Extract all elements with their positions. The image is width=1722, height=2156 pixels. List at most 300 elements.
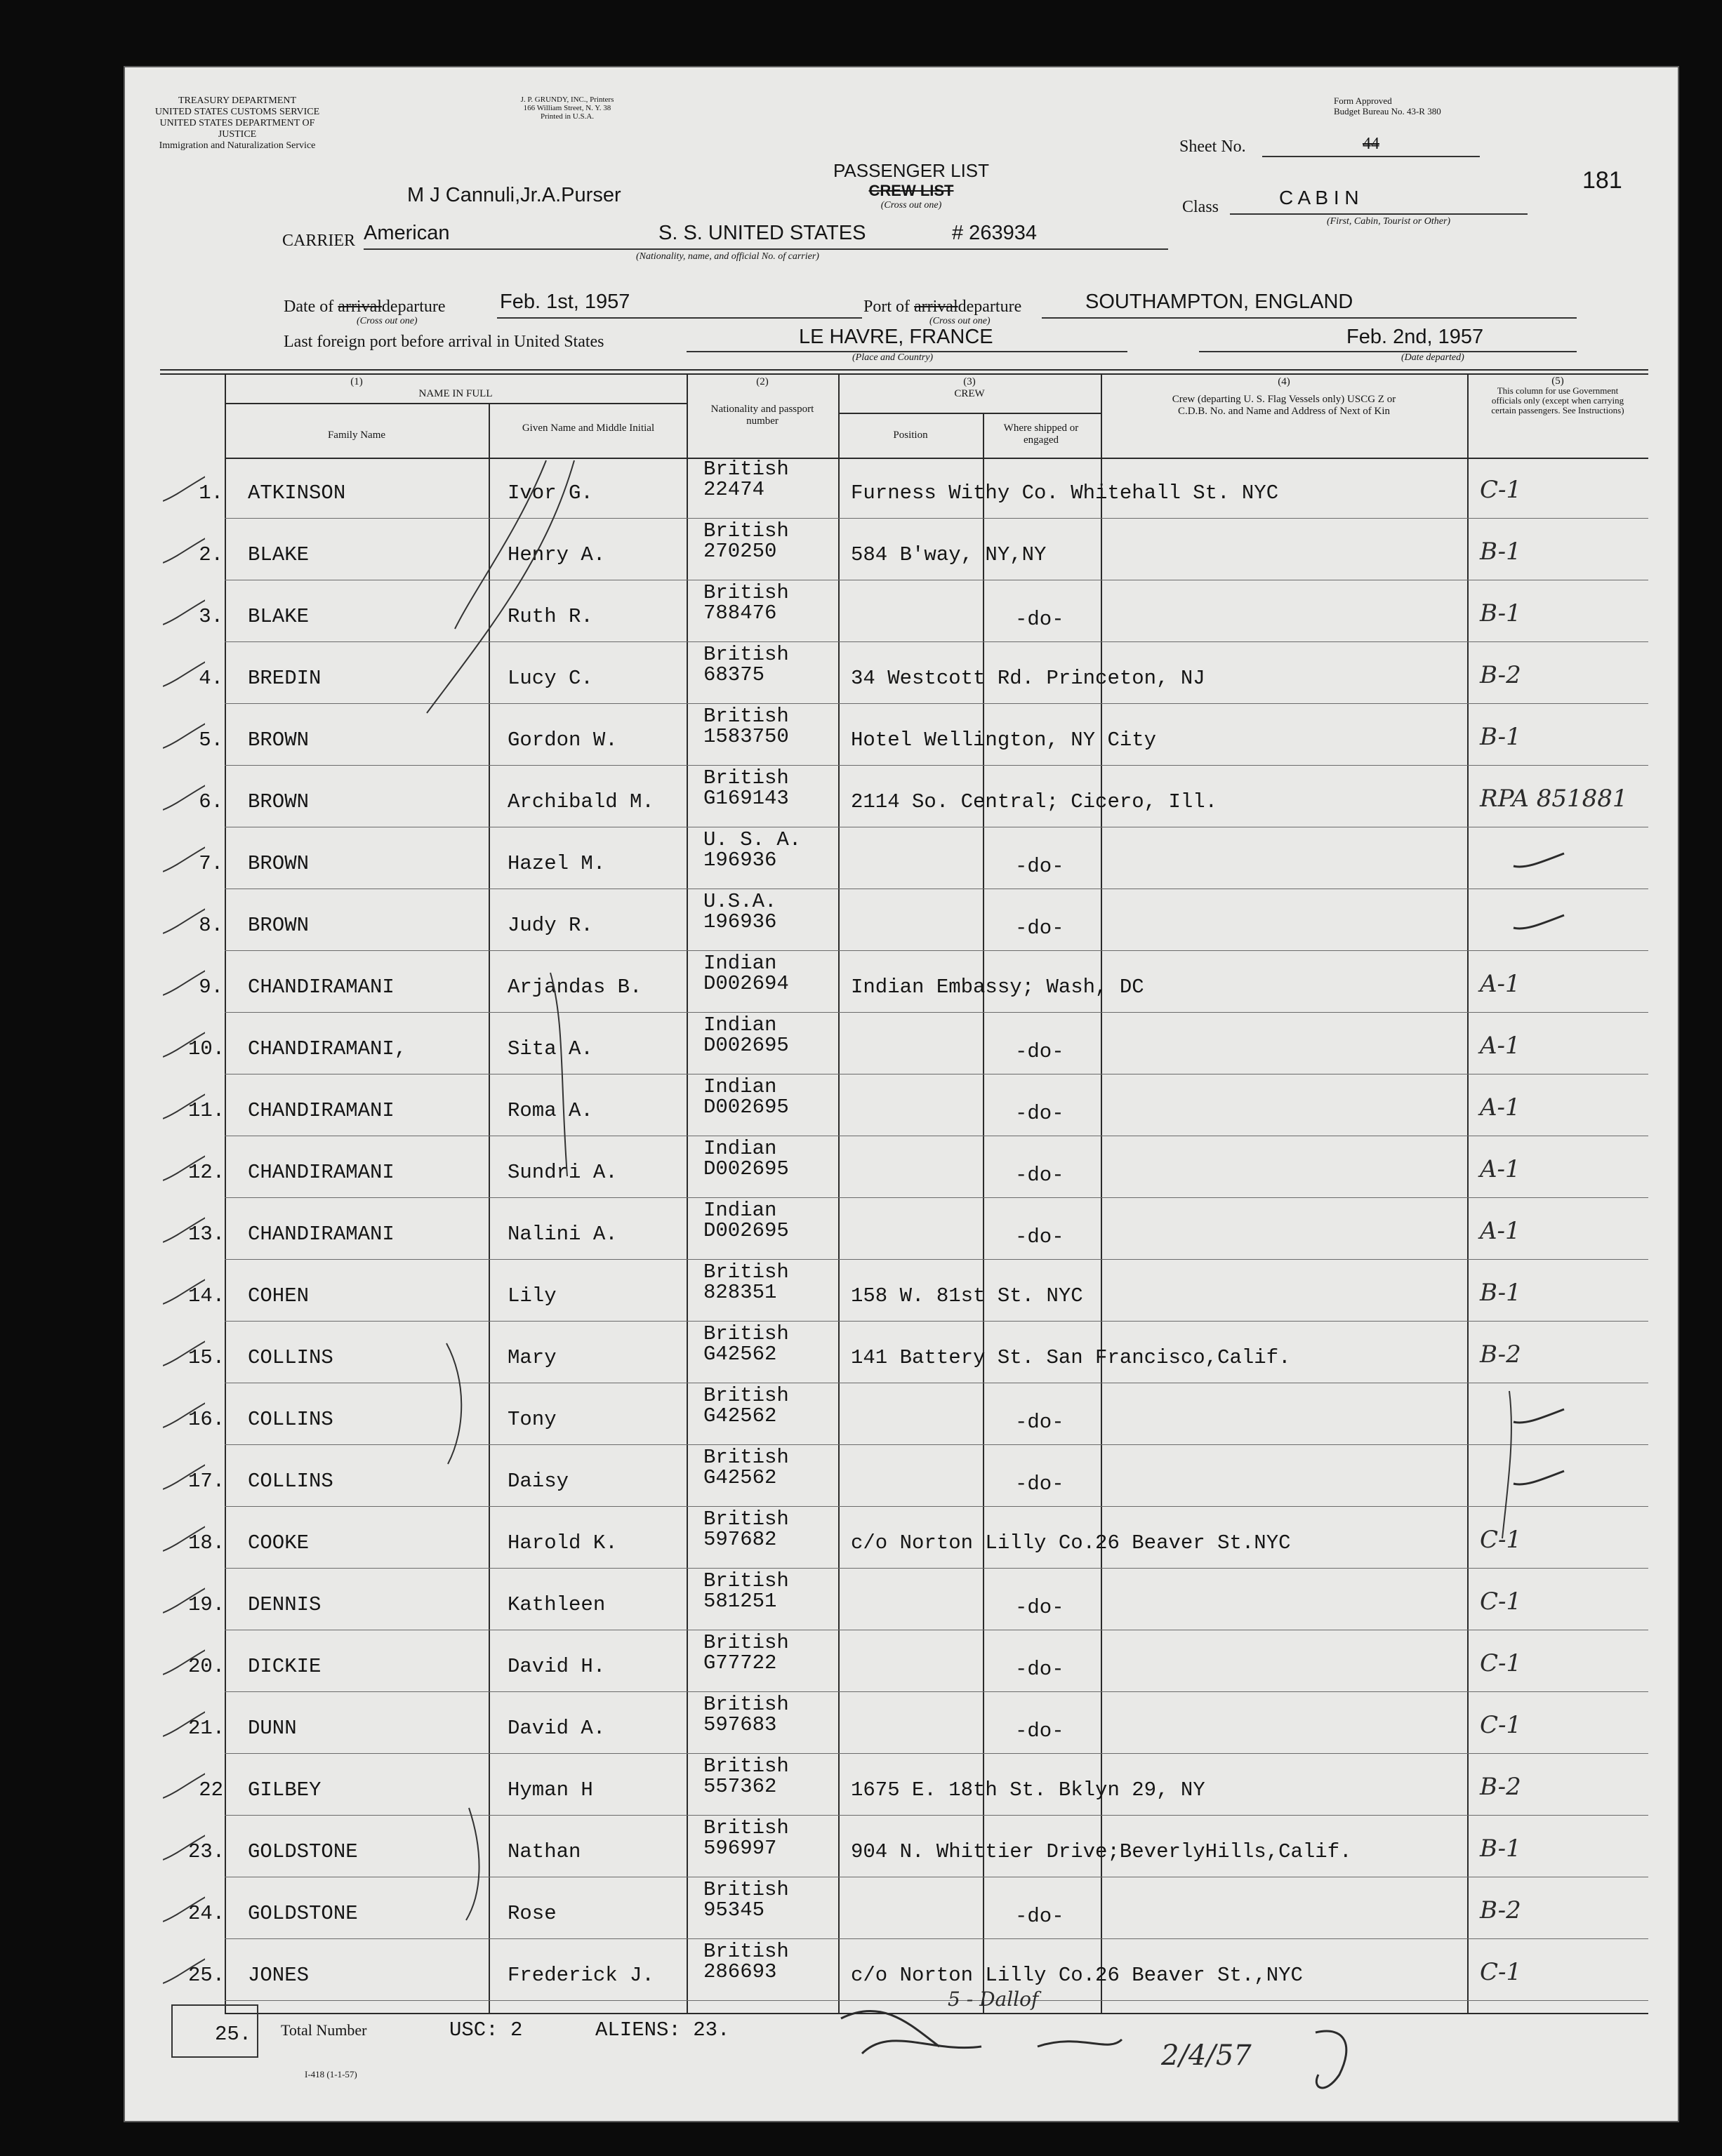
port-label-a: Port of bbox=[863, 298, 910, 316]
table-bottom-rule bbox=[225, 2013, 1648, 2014]
row-number: 13. bbox=[188, 1223, 225, 1246]
nationality: British bbox=[703, 1569, 789, 1592]
family-name: CHANDIRAMANI bbox=[248, 1161, 395, 1184]
passport-number: D002695 bbox=[703, 1157, 789, 1180]
nationality-passport bbox=[703, 1818, 789, 1858]
table-row bbox=[125, 828, 1678, 890]
table-row bbox=[125, 581, 1678, 643]
nationality: Indian bbox=[703, 952, 777, 975]
date-label-b: departure bbox=[381, 298, 446, 316]
nationality-passport bbox=[703, 644, 789, 685]
kin-address: 158 W. 81st St. NYC bbox=[851, 1284, 1083, 1307]
col3-title: CREW bbox=[954, 388, 985, 399]
row-rule bbox=[225, 641, 1648, 642]
table-row bbox=[125, 890, 1678, 952]
family-name: COLLINS bbox=[248, 1470, 333, 1493]
table-row bbox=[125, 1755, 1678, 1816]
address-ditto: -do- bbox=[1015, 1472, 1064, 1496]
given-name: Lily bbox=[508, 1284, 557, 1307]
tally-mark-icon bbox=[163, 1891, 205, 1926]
carrier-number: # 263934 bbox=[952, 222, 1037, 244]
address-ditto: -do- bbox=[1015, 1596, 1064, 1619]
col4-title: Crew (departing U. S. Flag Vessels only) USCG Z or C.D.B. No. and Name and Address of Next of Kin bbox=[1172, 394, 1396, 417]
official-code: B-2 bbox=[1480, 1896, 1521, 1924]
printer-line: Printed in U.S.A. bbox=[540, 112, 595, 121]
carrier-note: (Nationality, name, and official No. of carrier) bbox=[636, 251, 819, 262]
tally-mark-icon bbox=[163, 1520, 205, 1555]
passport-number: 270250 bbox=[703, 540, 777, 563]
date-label-struck: arrival bbox=[338, 298, 382, 316]
crew-list-struck: CREW LIST bbox=[868, 182, 954, 199]
nationality-passport bbox=[703, 1632, 789, 1673]
col3-head bbox=[838, 376, 1101, 400]
sheet-value: 44 bbox=[1363, 135, 1379, 153]
col1-family-head: Family Name bbox=[327, 430, 386, 441]
family-name: CHANDIRAMANI bbox=[248, 976, 395, 999]
row-rule bbox=[225, 1012, 1648, 1013]
row-number: 14. bbox=[188, 1284, 225, 1307]
page-number: 181 bbox=[1582, 167, 1622, 194]
kin-address: 2114 So. Central; Cicero, Ill. bbox=[851, 790, 1218, 813]
kin-address: 584 B'way, NY,NY bbox=[851, 543, 1047, 566]
nationality: British bbox=[703, 1878, 789, 1901]
passenger-list-sheet bbox=[125, 67, 1678, 2121]
official-code: A-1 bbox=[1480, 1155, 1521, 1183]
nationality: British bbox=[703, 581, 789, 604]
official-code: C-1 bbox=[1480, 1711, 1522, 1739]
nationality-passport bbox=[703, 1015, 789, 1056]
tally-mark-icon bbox=[163, 1644, 205, 1679]
kin-address: 34 Westcott Rd. Princeton, NJ bbox=[851, 667, 1205, 690]
row-rule bbox=[225, 1259, 1648, 1260]
given-name: Arjandas B. bbox=[508, 976, 642, 999]
row-number: 12. bbox=[188, 1161, 225, 1184]
name-subhead-rule bbox=[225, 403, 687, 404]
kin-address: c/o Norton Lilly Co.26 Beaver St.,NYC bbox=[851, 1964, 1303, 1987]
date-field bbox=[497, 291, 862, 319]
port-label-b: departure bbox=[958, 298, 1022, 316]
table-row bbox=[125, 1446, 1678, 1508]
col2-num: (2) bbox=[756, 376, 769, 387]
handwritten-note: 5 - Dallof bbox=[948, 1988, 1039, 2011]
passport-number: G169143 bbox=[703, 787, 789, 810]
table-row bbox=[125, 1260, 1678, 1322]
col4-head bbox=[1101, 376, 1467, 418]
printer-line: 166 William Street, N. Y. 38 bbox=[523, 104, 611, 112]
row-number: 19. bbox=[188, 1593, 225, 1616]
table-row bbox=[125, 1322, 1678, 1384]
cross-out-note: (Cross out one) bbox=[880, 200, 942, 211]
nationality: British bbox=[703, 1260, 789, 1284]
family-name: COHEN bbox=[248, 1284, 310, 1307]
nationality: British bbox=[703, 1446, 789, 1469]
address-ditto: -do- bbox=[1015, 1164, 1064, 1187]
tally-mark-icon bbox=[163, 656, 205, 691]
family-name: JONES bbox=[248, 1964, 310, 1987]
official-code: B-2 bbox=[1480, 1340, 1521, 1369]
nationality: British bbox=[703, 458, 789, 481]
last-port-note: (Place and Country) bbox=[852, 352, 934, 363]
date-cross-note: (Cross out one) bbox=[357, 316, 418, 326]
purser-name: M J Cannuli,Jr.A.Purser bbox=[407, 184, 621, 206]
signature-scrawl bbox=[841, 2011, 1122, 2054]
check-mark-icon bbox=[1511, 1404, 1567, 1432]
passport-number: 597682 bbox=[703, 1528, 777, 1551]
carrier-field bbox=[364, 220, 1168, 250]
date-departed-note: (Date departed) bbox=[1401, 352, 1464, 363]
row-number: 15. bbox=[188, 1346, 225, 1369]
nationality-passport bbox=[703, 768, 789, 808]
table-row bbox=[125, 1569, 1678, 1631]
given-name: David A. bbox=[508, 1717, 606, 1740]
table-row bbox=[125, 519, 1678, 581]
nationality-passport bbox=[703, 1941, 789, 1982]
nationality: British bbox=[703, 1940, 789, 1963]
row-number: 18. bbox=[188, 1531, 225, 1555]
date-departed-value: Feb. 2nd, 1957 bbox=[1346, 326, 1484, 348]
row-number: 10. bbox=[188, 1037, 225, 1060]
family-name: BREDIN bbox=[248, 667, 322, 690]
nationality: U.S.A. bbox=[703, 890, 777, 913]
nationality: Indian bbox=[703, 1199, 777, 1222]
passport-number: 597683 bbox=[703, 1713, 777, 1736]
official-code: B-1 bbox=[1480, 1279, 1521, 1307]
kin-address: 141 Battery St. San Francisco,Calif. bbox=[851, 1346, 1291, 1369]
family-name: BROWN bbox=[248, 728, 310, 752]
row-rule bbox=[225, 1753, 1648, 1754]
passport-number: 95345 bbox=[703, 1898, 765, 1922]
official-code: A-1 bbox=[1480, 1032, 1521, 1060]
sheet-label: Sheet No. bbox=[1179, 138, 1246, 156]
nationality-passport bbox=[703, 521, 789, 561]
given-name: Nalini A. bbox=[508, 1223, 618, 1246]
family-name: DICKIE bbox=[248, 1655, 322, 1678]
col3-position-head: Position bbox=[893, 430, 928, 441]
table-row bbox=[125, 1013, 1678, 1075]
row-rule bbox=[225, 1568, 1648, 1569]
carrier-label: CARRIER bbox=[282, 232, 356, 250]
passport-number: D002694 bbox=[703, 972, 789, 995]
nationality-passport bbox=[703, 953, 789, 994]
nationality: U. S. A. bbox=[703, 828, 802, 851]
tally-mark-icon bbox=[163, 1458, 205, 1493]
row-rule bbox=[225, 765, 1648, 766]
class-value: C A B I N bbox=[1279, 187, 1359, 208]
address-ditto: -do- bbox=[1015, 1102, 1064, 1125]
family-name: COOKE bbox=[248, 1531, 310, 1555]
carrier-name: S. S. UNITED STATES bbox=[658, 222, 866, 244]
nationality: Indian bbox=[703, 1075, 777, 1098]
address-ditto: -do- bbox=[1015, 1658, 1064, 1681]
class-field bbox=[1230, 187, 1528, 215]
row-number: 5. bbox=[199, 728, 223, 752]
family-name: CHANDIRAMANI bbox=[248, 1223, 395, 1246]
tally-mark-icon bbox=[163, 1829, 205, 1864]
nationality: British bbox=[703, 705, 789, 728]
nationality-passport bbox=[703, 1262, 789, 1303]
official-code: C-1 bbox=[1480, 1588, 1522, 1616]
table-row bbox=[125, 1199, 1678, 1260]
address-ditto: -do- bbox=[1015, 1719, 1064, 1743]
official-code: C-1 bbox=[1480, 1526, 1522, 1554]
passport-number: 581251 bbox=[703, 1590, 777, 1613]
tally-mark-icon bbox=[163, 1211, 205, 1246]
row-rule bbox=[225, 950, 1648, 951]
family-name: DENNIS bbox=[248, 1593, 322, 1616]
port-value: SOUTHAMPTON, ENGLAND bbox=[1085, 291, 1353, 313]
nationality-passport bbox=[703, 706, 789, 747]
given-name: Kathleen bbox=[508, 1593, 606, 1616]
table-row bbox=[125, 766, 1678, 828]
agency-line: UNITED STATES DEPARTMENT OF JUSTICE bbox=[159, 118, 315, 140]
nationality: British bbox=[703, 643, 789, 666]
tally-mark-icon bbox=[163, 1767, 205, 1802]
row-number: 20. bbox=[188, 1655, 225, 1678]
nationality: British bbox=[703, 1693, 789, 1716]
row-rule bbox=[225, 518, 1648, 519]
family-name: CHANDIRAMANI bbox=[248, 1099, 395, 1122]
col5-num: (5) bbox=[1551, 375, 1564, 387]
nationality-passport bbox=[703, 830, 801, 870]
official-code: A-1 bbox=[1480, 1093, 1521, 1122]
signed-date: 2/4/57 bbox=[1161, 2039, 1252, 2072]
official-code: B-2 bbox=[1480, 661, 1521, 689]
col1-title: NAME IN FULL bbox=[418, 388, 493, 399]
carrier-nationality: American bbox=[364, 222, 450, 244]
nationality: British bbox=[703, 1322, 789, 1345]
nationality-passport bbox=[703, 1694, 789, 1735]
passport-number: 596997 bbox=[703, 1837, 777, 1860]
table-row bbox=[125, 1816, 1678, 1878]
date-label bbox=[284, 298, 446, 317]
address-ditto: -do- bbox=[1015, 855, 1064, 878]
given-name: Judy R. bbox=[508, 914, 593, 937]
kin-address: Hotel Wellington, NY City bbox=[851, 728, 1157, 752]
port-cross-note: (Cross out one) bbox=[929, 316, 991, 326]
row-number: 21. bbox=[188, 1717, 225, 1740]
nationality-passport bbox=[703, 459, 789, 500]
passport-number: 1583750 bbox=[703, 725, 789, 748]
col3-num: (3) bbox=[963, 376, 976, 387]
official-code: C-1 bbox=[1480, 1649, 1522, 1677]
row-rule bbox=[225, 1506, 1648, 1507]
tally-mark-icon bbox=[163, 1582, 205, 1617]
given-name: Hazel M. bbox=[508, 852, 606, 875]
official-code: B-1 bbox=[1480, 599, 1521, 627]
address-ditto: -do- bbox=[1015, 917, 1064, 940]
nationality: British bbox=[703, 1384, 789, 1407]
port-label-struck: arrival bbox=[914, 298, 958, 316]
form-title-block bbox=[813, 160, 1009, 211]
kin-address: 1675 E. 18th St. Bklyn 29, NY bbox=[851, 1778, 1205, 1802]
row-number: 6. bbox=[199, 790, 223, 813]
tally-mark-icon bbox=[163, 903, 205, 938]
address-ditto: -do- bbox=[1015, 1411, 1064, 1434]
date-label-a: Date of bbox=[284, 298, 334, 316]
given-name: Ruth R. bbox=[508, 605, 593, 628]
family-name: BROWN bbox=[248, 790, 310, 813]
passport-number: G42562 bbox=[703, 1404, 777, 1428]
row-number: 17. bbox=[188, 1470, 225, 1493]
nationality-passport bbox=[703, 891, 776, 932]
given-name: Rose bbox=[508, 1902, 557, 1925]
nationality: British bbox=[703, 1631, 789, 1654]
given-name: Harold K. bbox=[508, 1531, 618, 1555]
date-departed-field bbox=[1199, 326, 1577, 352]
col5-title: This column for use Government officials only (except when carrying certain passengers. See Instructions) bbox=[1491, 385, 1624, 415]
usc-count: USC: 2 bbox=[449, 2018, 523, 2042]
table-row bbox=[125, 1137, 1678, 1199]
family-name: BLAKE bbox=[248, 605, 310, 628]
family-name: COLLINS bbox=[248, 1408, 333, 1431]
official-code: A-1 bbox=[1480, 970, 1521, 998]
tally-mark-icon bbox=[163, 1335, 205, 1370]
address-ditto: -do- bbox=[1015, 1905, 1064, 1928]
table-row bbox=[125, 1878, 1678, 1940]
table-row bbox=[125, 1508, 1678, 1569]
row-number: 9. bbox=[199, 976, 223, 999]
total-value: 25. bbox=[215, 2023, 252, 2046]
tally-mark-icon bbox=[163, 1397, 205, 1432]
row-rule bbox=[225, 1197, 1648, 1198]
family-name: ATKINSON bbox=[248, 481, 346, 505]
passport-number: G77722 bbox=[703, 1651, 777, 1675]
tally-mark-icon bbox=[163, 594, 205, 629]
passport-number: 828351 bbox=[703, 1281, 777, 1304]
agency-line: UNITED STATES CUSTOMS SERVICE bbox=[154, 107, 320, 117]
given-name: Lucy C. bbox=[508, 667, 593, 690]
table-row bbox=[125, 1631, 1678, 1693]
row-number: 8. bbox=[199, 914, 223, 937]
address-ditto: -do- bbox=[1015, 1040, 1064, 1063]
given-name: Hyman H bbox=[508, 1778, 593, 1802]
kin-address: 904 N. Whittier Drive;BeverlyHills,Calif. bbox=[851, 1840, 1352, 1863]
class-note: (First, Cabin, Tourist or Other) bbox=[1327, 216, 1451, 227]
row-number: 1. bbox=[199, 481, 223, 505]
nationality: Indian bbox=[703, 1013, 777, 1037]
table-row bbox=[125, 643, 1678, 705]
passport-number: 788476 bbox=[703, 601, 777, 625]
table-row bbox=[125, 1693, 1678, 1755]
col1-given-head: Given Name and Middle Initial bbox=[522, 422, 655, 434]
family-name: GOLDSTONE bbox=[248, 1840, 358, 1863]
tally-mark-icon bbox=[163, 470, 205, 505]
passport-number: D002695 bbox=[703, 1219, 789, 1242]
official-code: A-1 bbox=[1480, 1217, 1521, 1245]
family-name: BROWN bbox=[248, 914, 310, 937]
agency-block bbox=[153, 95, 322, 152]
row-rule bbox=[225, 1444, 1648, 1445]
table-row bbox=[125, 705, 1678, 766]
date-value: Feb. 1st, 1957 bbox=[500, 291, 630, 313]
official-code: C-1 bbox=[1480, 476, 1522, 504]
passport-number: D002695 bbox=[703, 1096, 789, 1119]
col5-head bbox=[1467, 376, 1648, 415]
printer-block bbox=[504, 95, 630, 121]
row-rule bbox=[225, 2000, 1648, 2001]
row-number: 2. bbox=[199, 543, 223, 566]
tally-mark-icon bbox=[163, 717, 205, 752]
given-name: Ivor G. bbox=[508, 481, 593, 505]
nationality-passport bbox=[703, 1879, 789, 1920]
nationality: Indian bbox=[703, 1137, 777, 1160]
row-number: 23. bbox=[188, 1840, 225, 1863]
table-row bbox=[125, 1075, 1678, 1137]
row-rule bbox=[225, 1691, 1648, 1692]
tally-mark-icon bbox=[163, 1088, 205, 1123]
class-label: Class bbox=[1182, 198, 1219, 216]
family-name: CHANDIRAMANI, bbox=[248, 1037, 407, 1060]
nationality: British bbox=[703, 1508, 789, 1531]
check-mark-icon bbox=[1511, 848, 1567, 876]
budget-block bbox=[1334, 95, 1516, 117]
tally-mark-icon bbox=[163, 779, 205, 814]
form-title: PASSENGER LIST bbox=[833, 160, 990, 181]
tally-mark-icon bbox=[163, 1952, 205, 1988]
crew-subhead-rule bbox=[838, 413, 1101, 414]
table-row bbox=[125, 1384, 1678, 1446]
row-rule bbox=[225, 1938, 1648, 1939]
row-number: 22 bbox=[199, 1778, 223, 1802]
printer-line: J. P. GRUNDY, INC., Printers bbox=[520, 95, 614, 104]
aliens-count: ALIENS: 23. bbox=[595, 2018, 730, 2042]
total-label: Total Number bbox=[281, 2021, 367, 2039]
last-port-label: Last foreign port before arrival in United States bbox=[284, 333, 604, 351]
given-name: Sita A. bbox=[508, 1037, 593, 1060]
col1-num: (1) bbox=[350, 376, 363, 387]
agency-line: TREASURY DEPARTMENT bbox=[178, 95, 297, 106]
official-code: B-1 bbox=[1480, 1835, 1521, 1863]
check-mark-icon bbox=[1511, 1465, 1567, 1493]
given-name: Nathan bbox=[508, 1840, 581, 1863]
passport-number: 68375 bbox=[703, 663, 765, 686]
date-scrawl bbox=[1316, 2031, 1346, 2088]
nationality: British bbox=[703, 766, 789, 790]
given-name: Daisy bbox=[508, 1470, 569, 1493]
sheet-field bbox=[1262, 135, 1480, 157]
given-name: Roma A. bbox=[508, 1099, 593, 1122]
total-box bbox=[171, 2004, 258, 2058]
tally-mark-icon bbox=[163, 1273, 205, 1308]
col1-title-wrap bbox=[225, 376, 687, 400]
form-number: I-418 (1-1-57) bbox=[305, 2069, 357, 2080]
row-number: 16. bbox=[188, 1408, 225, 1431]
nationality-passport bbox=[703, 1200, 789, 1241]
row-rule bbox=[225, 1815, 1648, 1816]
official-code: B-1 bbox=[1480, 538, 1521, 566]
family-name: GILBEY bbox=[248, 1778, 322, 1802]
nationality-passport bbox=[703, 583, 789, 623]
row-number: 11. bbox=[188, 1099, 225, 1122]
given-name: Gordon W. bbox=[508, 728, 618, 752]
given-name: Frederick J. bbox=[508, 1964, 654, 1987]
row-number: 24. bbox=[188, 1902, 225, 1925]
col3-where-head: Where shipped or engaged bbox=[1003, 422, 1079, 446]
last-port-value: LE HAVRE, FRANCE bbox=[799, 326, 993, 348]
official-code: RPA 851881 bbox=[1480, 785, 1628, 813]
passport-number: 286693 bbox=[703, 1960, 777, 1983]
kin-address: Furness Withy Co. Whitehall St. NYC bbox=[851, 481, 1279, 505]
row-number: 7. bbox=[199, 852, 223, 875]
nationality-passport bbox=[703, 1571, 789, 1611]
passport-number: 557362 bbox=[703, 1775, 777, 1798]
passport-number: G42562 bbox=[703, 1466, 777, 1489]
kin-address: c/o Norton Lilly Co.26 Beaver St.NYC bbox=[851, 1531, 1291, 1555]
official-code: B-2 bbox=[1480, 1773, 1521, 1801]
tally-mark-icon bbox=[163, 964, 205, 999]
row-number: 25. bbox=[188, 1964, 225, 1987]
table-top-rule-2 bbox=[160, 373, 1648, 375]
